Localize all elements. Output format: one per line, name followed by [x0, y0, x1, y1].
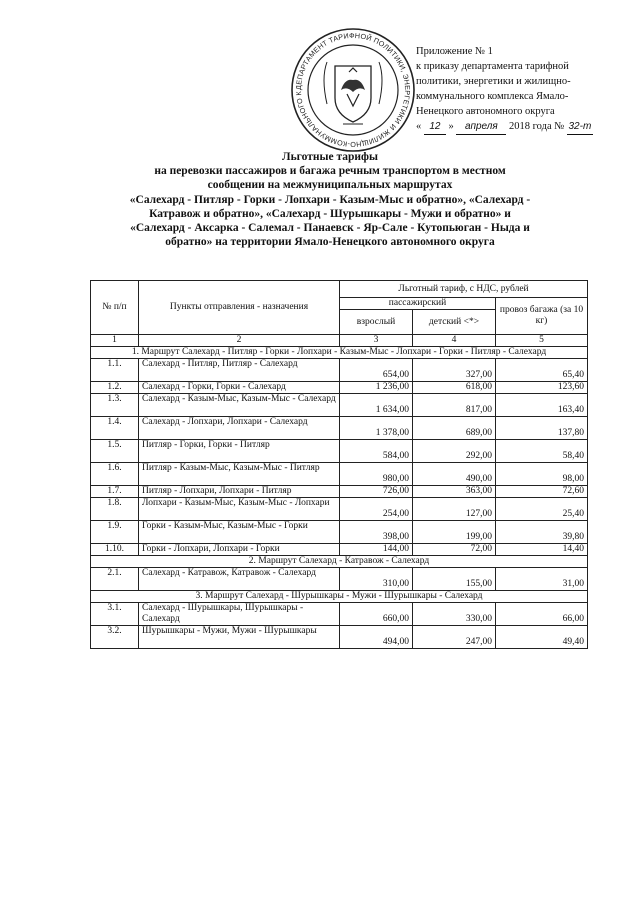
row-points: Шурышкары - Мужи, Мужи - Шурышкары: [139, 626, 340, 649]
row-child: 247,00: [413, 626, 496, 649]
row-points: Лопхари - Казым-Мыс, Казым-Мыс - Лопхари: [139, 498, 340, 521]
appendix-line: Приложение № 1: [416, 46, 493, 57]
row-luggage: 39,80: [496, 521, 588, 544]
row-luggage: 98,00: [496, 463, 588, 486]
row-points: Питляр - Лопхари, Лопхари - Питляр: [139, 486, 340, 498]
row-num: 1.8.: [91, 498, 139, 521]
header-child: детский <*>: [413, 310, 496, 335]
row-luggage: 58,40: [496, 440, 588, 463]
appendix-date-line: [416, 119, 626, 135]
row-num: 1.9.: [91, 521, 139, 544]
document-title: [70, 150, 590, 249]
row-num: 1.3.: [91, 394, 139, 417]
row-num: 1.4.: [91, 417, 139, 440]
route-section-title: 3. Маршрут Салехард - Шурышкары - Мужи - Шурышкары - Салехард: [91, 591, 588, 603]
row-adult: 980,00: [340, 463, 413, 486]
row-luggage: 66,00: [496, 603, 588, 626]
row-luggage: 25,40: [496, 498, 588, 521]
table-row: [91, 440, 588, 463]
row-luggage: 137,80: [496, 417, 588, 440]
header-luggage: провоз багажа (за 10 кг): [496, 298, 588, 335]
title-line: Катравож и обратно», «Салехард - Шурышкары - Мужи и обратно» и: [149, 207, 511, 220]
row-points: Салехард - Лопхари, Лопхари - Салехард: [139, 417, 340, 440]
table-row: [91, 603, 588, 626]
official-seal: [283, 28, 423, 152]
row-num: 2.1.: [91, 568, 139, 591]
row-child: 618,00: [413, 382, 496, 394]
row-child: 155,00: [413, 568, 496, 591]
row-points: Горки - Казым-Мыс, Казым-Мыс - Горки: [139, 521, 340, 544]
table-row: [91, 544, 588, 556]
table-row: [91, 626, 588, 649]
date-year-text: 2018 года №: [509, 121, 565, 132]
col-number: 5: [496, 335, 588, 347]
row-luggage: 14,40: [496, 544, 588, 556]
row-adult: 398,00: [340, 521, 413, 544]
title-line: Льготные тарифы: [282, 151, 378, 163]
row-num: 1.1.: [91, 359, 139, 382]
row-points: Питляр - Горки, Горки - Питляр: [139, 440, 340, 463]
table-row: [91, 394, 588, 417]
route-section-title: 1. Маршрут Салехард - Питляр - Горки - Лопхари - Казым-Мыс - Лопхари - Горки - Питляр - Салехард: [91, 347, 588, 359]
table-row: [91, 498, 588, 521]
appendix-line: Ненецкого автономного округа: [416, 106, 555, 117]
row-num: 1.5.: [91, 440, 139, 463]
title-line: сообщении на межмуниципальных маршрутах: [207, 179, 453, 192]
date-open-quote: «: [416, 121, 422, 132]
row-luggage: 31,00: [496, 568, 588, 591]
title-line: на перевозки пассажиров и багажа речным транспортом в местном: [154, 165, 506, 178]
handwritten-number: 32-т: [567, 119, 593, 135]
row-adult: 726,00: [340, 486, 413, 498]
row-child: 327,00: [413, 359, 496, 382]
col-number: 3: [340, 335, 413, 347]
col-number: 4: [413, 335, 496, 347]
row-points: Салехард - Казым-Мыс, Казым-Мыс - Салехард: [139, 394, 340, 417]
row-luggage: 163,40: [496, 394, 588, 417]
table-row: [91, 486, 588, 498]
appendix-reference: [416, 44, 626, 135]
row-child: 490,00: [413, 463, 496, 486]
row-luggage: 49,40: [496, 626, 588, 649]
row-num: 1.7.: [91, 486, 139, 498]
handwritten-month: апреля: [456, 119, 506, 135]
row-adult: 144,00: [340, 544, 413, 556]
date-close-quote: »: [448, 121, 454, 132]
row-child: 72,00: [413, 544, 496, 556]
col-number: 1: [91, 335, 139, 347]
row-adult: 494,00: [340, 626, 413, 649]
row-adult: 584,00: [340, 440, 413, 463]
row-adult: 1 236,00: [340, 382, 413, 394]
seal-emblem-icon: [283, 28, 423, 152]
table-row: [91, 521, 588, 544]
row-adult: 254,00: [340, 498, 413, 521]
row-num: 1.2.: [91, 382, 139, 394]
table-row: [91, 382, 588, 394]
row-points: Салехард - Горки, Горки - Салехард: [139, 382, 340, 394]
row-child: 330,00: [413, 603, 496, 626]
title-line: «Салехард - Питляр - Горки - Лопхари - Казым-Мыс и обратно», «Салехард -: [129, 193, 531, 206]
tariff-table: [90, 280, 588, 649]
handwritten-day: 12: [424, 119, 446, 135]
row-points: Салехард - Питляр, Питляр - Салехард: [139, 359, 340, 382]
row-child: 199,00: [413, 521, 496, 544]
appendix-line: к приказу департамента тарифной: [416, 61, 569, 72]
col-number: 2: [139, 335, 340, 347]
header-adult: взрослый: [340, 310, 413, 335]
header-num: № п/п: [91, 281, 139, 335]
route-section-title: 2. Маршрут Салехард - Катравож - Салехард: [91, 556, 588, 568]
row-points: Горки - Лопхари, Лопхари - Горки: [139, 544, 340, 556]
appendix-line: политики, энергетики и жилищно-: [416, 76, 571, 87]
row-luggage: 123,60: [496, 382, 588, 394]
row-num: 1.10.: [91, 544, 139, 556]
header-points: Пункты отправления - назначения: [139, 281, 340, 335]
table-row: [91, 359, 588, 382]
row-luggage: 72,60: [496, 486, 588, 498]
row-num: 1.6.: [91, 463, 139, 486]
header-passenger: пассажирский: [340, 298, 496, 310]
title-line: «Салехард - Аксарка - Салемал - Панаевск - Яр-Сале - Кутопьюган - Ныда и: [130, 222, 530, 235]
row-child: 127,00: [413, 498, 496, 521]
row-luggage: 65,40: [496, 359, 588, 382]
table-row: [91, 417, 588, 440]
svg-text:ДЕПАРТАМЕНТ ТАРИФНОЙ ПОЛИТИКИ,: ДЕПАРТАМЕНТ ТАРИФНОЙ ПОЛИТИКИ, ЭНЕРГЕТИКИ И ЖИЛИЩНО-КОММУНАЛЬНОГО К: [293, 30, 413, 150]
title-line: обратно» на территории Ямало-Ненецкого автономного округа: [165, 236, 495, 249]
row-child: 817,00: [413, 394, 496, 417]
row-num: 3.1.: [91, 603, 139, 626]
appendix-line: коммунального комплекса Ямало-: [416, 91, 569, 102]
header-tariff-group: Льготный тариф, с НДС, рублей: [340, 281, 588, 298]
row-child: 363,00: [413, 486, 496, 498]
row-adult: 1 378,00: [340, 417, 413, 440]
row-child: 689,00: [413, 417, 496, 440]
row-num: 3.2.: [91, 626, 139, 649]
row-points: Питляр - Казым-Мыс, Казым-Мыс - Питляр: [139, 463, 340, 486]
row-adult: 310,00: [340, 568, 413, 591]
row-points: Салехард - Катравож, Катравож - Салехард: [139, 568, 340, 591]
row-adult: 654,00: [340, 359, 413, 382]
table-row: [91, 463, 588, 486]
row-adult: 660,00: [340, 603, 413, 626]
row-child: 292,00: [413, 440, 496, 463]
table-row: [91, 568, 588, 591]
row-adult: 1 634,00: [340, 394, 413, 417]
row-points: Салехард - Шурышкары, Шурышкары - Салехард: [139, 603, 340, 626]
